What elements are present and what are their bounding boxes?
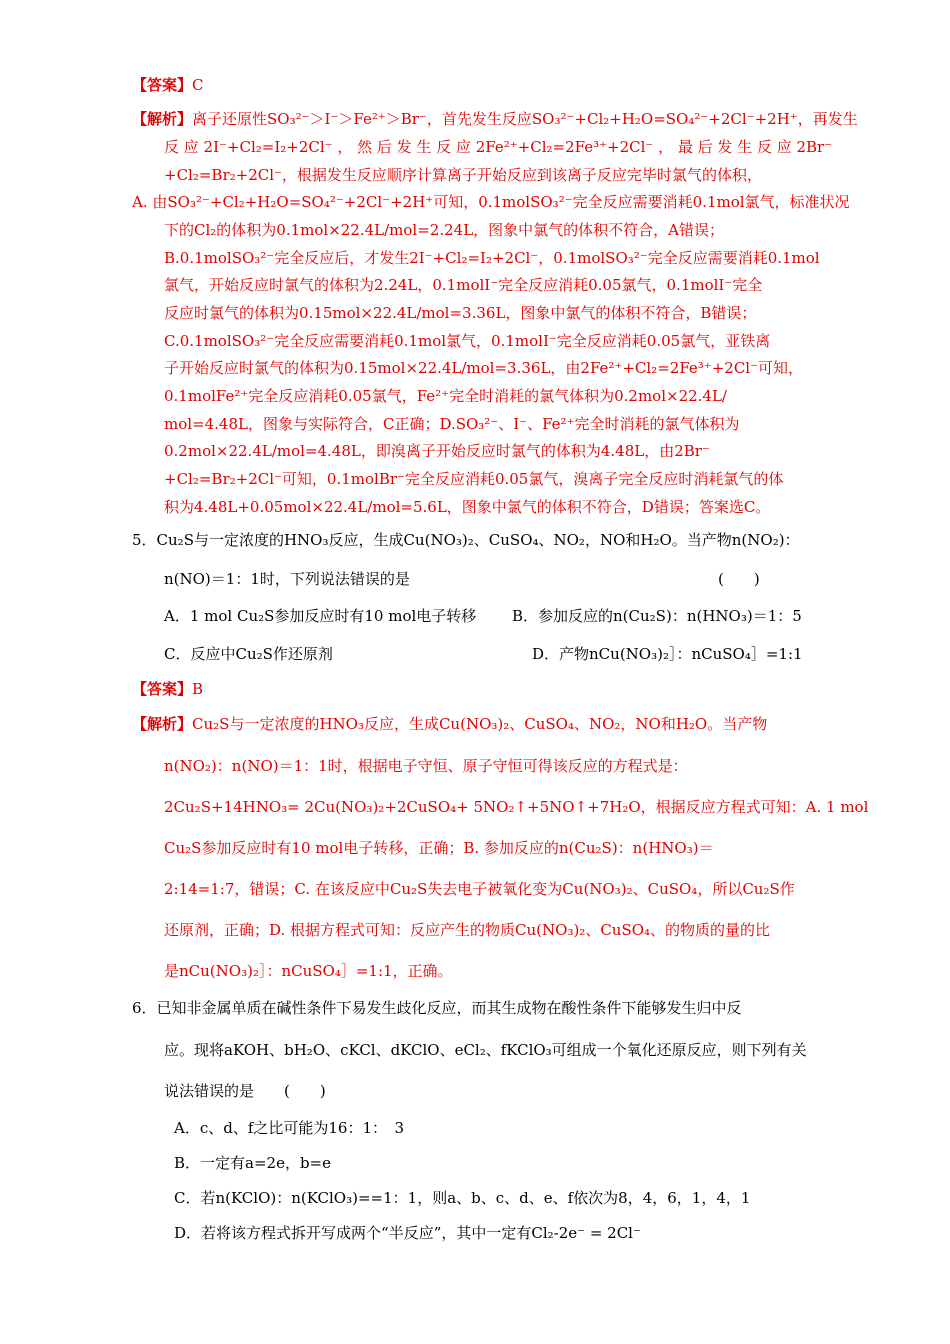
q4-analysis-line-4: 下的Cl₂的体积为0.1mol×22.4L/mol=2.24L，图象中氯气的体积不符合，A错误；: [164, 221, 724, 239]
q6-option-a: A．c、d、f之比可能为16：1： 3: [174, 1119, 405, 1137]
q5-option-a: A．1 mol Cu₂S参加反应时有10 mol电子转移: [164, 607, 477, 625]
q4-analysis-line-13: +Cl₂=Br₂+2Cl⁻可知，0.1molBr⁻完全反应消耗0.05氯气，溴离子完全反应时消耗氯气的体: [164, 470, 784, 488]
q6-option-d: D．若将该方程式拆开写成两个“半反应”，其中一定有Cl₂-2e⁻ = 2Cl⁻: [174, 1224, 641, 1242]
q6-option-c: C．若n(KClO)：n(KClO₃)==1：1，则a、b、c、d、e、f依次为8，4，6，1，4，1: [174, 1189, 751, 1207]
q6-stem-line-0: 6．已知非金属单质在碱性条件下易发生歧化反应，而其生成物在酸性条件下能够发生归中反: [132, 999, 742, 1017]
q4-analysis-line-11: mol=4.48L，图象与实际符合，C正确；D.SO₃²⁻、I⁻、Fe²⁺完全时消耗的氯气体积为: [164, 415, 740, 433]
q4-analysis-line-7: 反应时氯气的体积为0.15mol×22.4L/mol=3.36L，图象中氯气的体积不符合，B错误；: [164, 304, 757, 322]
q4-answer: [132, 74, 204, 96]
q5-analysis-line-4: 2:14=1:7，错误；C. 在该反应中Cu₂S失去电子被氧化变为Cu(NO₃)₂、CuSO₄，所以Cu₂S作: [164, 880, 795, 898]
q5-analysis-line-6: 是nCu(NO₃)₂］：nCuSO₄］=1:1，正确。: [164, 962, 453, 980]
q4-analysis-line-5: B.0.1molSO₃²⁻完全反应后，才发生2I⁻+Cl₂=I₂+2Cl⁻，0.1molSO₃²⁻完全反应需要消耗0.1mol: [164, 249, 820, 267]
q5-answer-blank: ( ): [718, 570, 760, 588]
q4-analysis-tag: 【解析】: [132, 110, 193, 128]
q5-option-b: B．参加反应的n(Cu₂S)：n(HNO₃)＝1：5: [512, 607, 802, 625]
q4-analysis-line-8: C.0.1molSO₃²⁻完全反应需要消耗0.1mol氯气，0.1molI⁻完全反应消耗0.05氯气，亚铁离: [164, 332, 771, 350]
q5-answer: [132, 678, 203, 700]
q5-analysis-text: Cu₂S与一定浓度的HNO₃反应，生成Cu(NO₃)₂、CuSO₄、NO₂，NO和H₂O。当产物: [192, 715, 768, 733]
q4-analysis-line-3: A. 由SO₃²⁻+Cl₂+H₂O=SO₄²⁻+2Cl⁻+2H⁺可知，0.1molSO₃²⁻完全反应需要消耗0.1mol氯气，标准状况: [132, 193, 850, 211]
q6-stem-line-1: 应。现将aKOH、bH₂O、cKCl、dKClO、eCl₂、fKClO₃可组成一个氧化还原反应，则下列有关: [164, 1041, 807, 1059]
q5-stem-line-1: n(NO)＝1：1时，下列说法错误的是: [164, 570, 410, 588]
q5-analysis-tag: 【解析】: [132, 715, 193, 733]
q4-answer-tag: 【答案】: [132, 76, 193, 94]
q4-analysis-line-6: 氯气，开始反应时氯气的体积为2.24L，0.1molI⁻完全反应消耗0.05氯气，0.1molI⁻完全: [164, 276, 763, 294]
q5-stem-line-0: 5．Cu₂S与一定浓度的HNO₃反应，生成Cu(NO₃)₂、CuSO₄、NO₂，NO和H₂O。当产物n(NO₂)：: [132, 531, 800, 549]
q5-analysis-line-3: Cu₂S参加反应时有10 mol电子转移，正确；B. 参加反应的n(Cu₂S)：n(HNO₃)＝: [164, 839, 714, 857]
q5-analysis-line-5: 还原剂，正确；D. 根据方程式可知：反应产生的物质Cu(NO₃)₂、CuSO₄、的物质的量的比: [164, 921, 771, 939]
q6-option-b: B．一定有a=2e，b=e: [174, 1154, 332, 1172]
q6-stem-line-2: 说法错误的是 ( ): [164, 1082, 326, 1100]
q5-option-d: D．产物nCu(NO₃)₂］：nCuSO₄］=1:1: [532, 645, 803, 663]
q5-analysis-line-2: 2Cu₂S+14HNO₃= 2Cu(NO₃)₂+2CuSO₄+ 5NO₂↑+5NO↑+7H₂O，根据反应方程式可知：A. 1 mol: [164, 798, 869, 816]
q4-analysis-line-0: [132, 108, 858, 130]
q5-analysis-line-1: n(NO₂)：n(NO)＝1：1时，根据电子守恒、原子守恒可得该反应的方程式是：: [164, 757, 688, 775]
q4-analysis-line-1: 反 应 2I⁻+Cl₂=I₂+2Cl⁻ ， 然 后 发 生 反 应 2Fe²⁺+Cl₂=2Fe³⁺+2Cl⁻ ， 最 后 发 生 反 应 2Br⁻: [164, 138, 833, 156]
q4-answer-value: C: [192, 76, 204, 94]
q4-analysis-line-2: +Cl₂=Br₂+2Cl⁻，根据发生反应顺序计算离子开始反应到该离子反应完毕时氯气的体积，: [164, 166, 762, 184]
q4-analysis-line-14: 积为4.48L+0.05mol×22.4L/mol=5.6L，图象中氯气的体积不符合，D错误；答案选C。: [164, 498, 771, 516]
q4-analysis-line-12: 0.2mol×22.4L/mol=4.48L，即溴离子开始反应时氯气的体积为4.48L，由2Br⁻: [164, 442, 710, 460]
q4-analysis-text: 离子还原性SO₃²⁻＞I⁻＞Fe²⁺＞Br⁻，首先发生反应SO₃²⁻+Cl₂+H₂O=SO₄²⁻+2Cl⁻+2H⁺，再发生: [192, 110, 858, 128]
q4-analysis-line-10: 0.1molFe²⁺完全反应消耗0.05氯气，Fe²⁺完全时消耗的氯气体积为0.2mol×22.4L/: [164, 387, 727, 405]
q4-analysis-line-9: 子开始反应时氯气的体积为0.15mol×22.4L/mol=3.36L，由2Fe²⁺+Cl₂=2Fe³⁺+2Cl⁻可知，: [164, 359, 804, 377]
q5-answer-tag: 【答案】: [132, 680, 193, 698]
q5-analysis-line-0: [132, 713, 767, 735]
q5-option-c: C．反应中Cu₂S作还原剂: [164, 645, 333, 663]
q5-answer-value: B: [192, 680, 204, 698]
